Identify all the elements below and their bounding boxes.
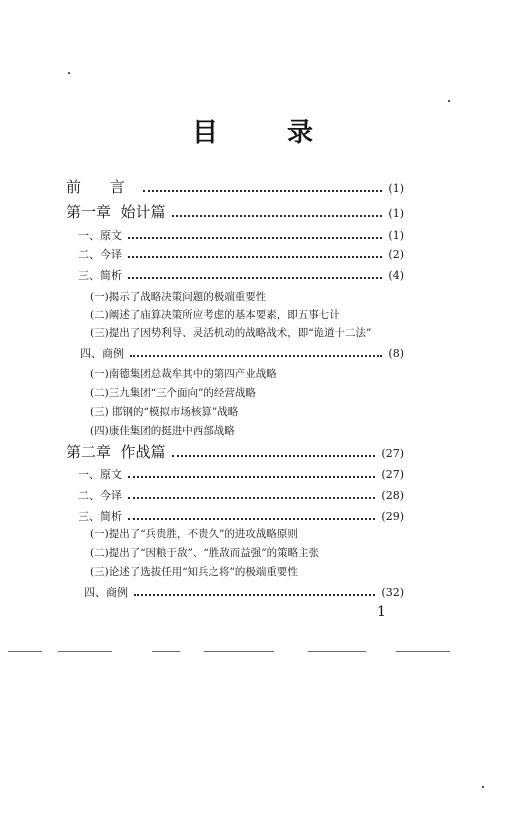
- scan-artifact-line: [396, 651, 450, 652]
- toc-label: 一、原文: [78, 468, 122, 481]
- toc-label: 二、今译: [78, 489, 122, 502]
- scan-artifact-line: [58, 651, 112, 652]
- page-title: 目 录: [191, 118, 344, 148]
- toc-subitem: (一)提出了“兵贵胜，不贵久”的进攻战略原则: [90, 528, 298, 540]
- scan-artifact-dot: [68, 72, 70, 74]
- toc-subitem: (一)揭示了战略决策问题的极端重要性: [90, 291, 267, 303]
- toc-entry-preface: [66, 176, 404, 197]
- toc-subitem: (四)康佳集团的挺进中西部战略: [90, 425, 235, 437]
- toc-entry-ch2-cases: [84, 584, 404, 600]
- toc-subitem: (一)南德集团总裁牟其中的第四产业战略: [90, 368, 277, 380]
- toc-label: 一、原文: [78, 229, 122, 242]
- scan-artifact-line: [204, 651, 274, 652]
- toc-entry-ch2-analysis: [78, 508, 404, 524]
- toc-subitem: (二)阐述了庙算决策所应考虑的基本要素，即五事七计: [90, 309, 340, 321]
- page-number: 1: [377, 604, 386, 620]
- toc-page-number: (8): [388, 347, 404, 360]
- scan-artifact-dot: [448, 100, 450, 102]
- toc-subitem: (三) 邯钢的“模拟市场核算”战略: [90, 406, 239, 418]
- toc-subitem: (二)提出了“因粮于敌”、“胜敌而益强”的策略主张: [90, 547, 320, 559]
- toc-page-number: (1): [388, 182, 404, 195]
- dot-leader: [128, 277, 382, 279]
- dot-leader: [128, 237, 382, 239]
- toc-entry-ch1-analysis: [78, 267, 404, 283]
- toc-label: 二、今译: [78, 248, 122, 261]
- toc-page-number: (28): [381, 489, 404, 502]
- dot-leader: [143, 190, 383, 192]
- dot-leader: [128, 497, 375, 499]
- toc-subitem: (三)论述了选拔任用“知兵之将”的极端重要性: [90, 566, 298, 578]
- toc-page-number: (29): [381, 510, 404, 523]
- toc-label: 四、商例: [84, 586, 128, 599]
- dot-leader: [128, 256, 382, 258]
- toc-entry-ch1-translation: [78, 246, 404, 262]
- dot-leader: [130, 355, 382, 357]
- toc-label: 前 言: [66, 178, 137, 196]
- toc-entry-ch2-translation: [78, 487, 404, 503]
- scan-artifact-dot: [482, 786, 484, 788]
- dot-leader: [128, 518, 375, 520]
- toc-label: 第一章 始计篇: [66, 203, 166, 221]
- toc-page-number: (27): [381, 468, 404, 481]
- scan-artifact-line: [152, 651, 180, 652]
- dot-leader: [128, 476, 375, 478]
- toc-page-number: (27): [381, 447, 404, 460]
- dot-leader: [172, 455, 376, 457]
- scan-artifact-line: [308, 651, 366, 652]
- toc-page-number: (32): [381, 586, 404, 599]
- toc-label: 三、简析: [78, 510, 122, 523]
- toc-subitem: (三)提出了因势利导、灵活机动的战略战术，即“诡道十二法”: [90, 327, 372, 339]
- toc-entry-chapter-2: [66, 441, 404, 462]
- toc-entry-chapter-1: [66, 201, 404, 222]
- toc-label: 三、简析: [78, 269, 122, 282]
- toc-label: 第二章 作战篇: [66, 443, 166, 461]
- toc-entry-ch2-original: [78, 466, 404, 482]
- scan-artifact-line: [8, 651, 42, 652]
- dot-leader: [172, 215, 383, 217]
- toc-entry-ch1-original: [78, 227, 404, 243]
- toc-subitem: (二)三九集团“三个面向”的经营战略: [90, 387, 256, 399]
- toc-label: 四、商例: [80, 347, 124, 360]
- toc-page-number: (4): [388, 269, 404, 282]
- toc-page-number: (1): [388, 207, 404, 220]
- toc-page-number: (2): [388, 248, 404, 261]
- toc-page-number: (1): [388, 229, 404, 242]
- dot-leader: [134, 594, 375, 596]
- toc-entry-ch1-cases: [80, 345, 404, 361]
